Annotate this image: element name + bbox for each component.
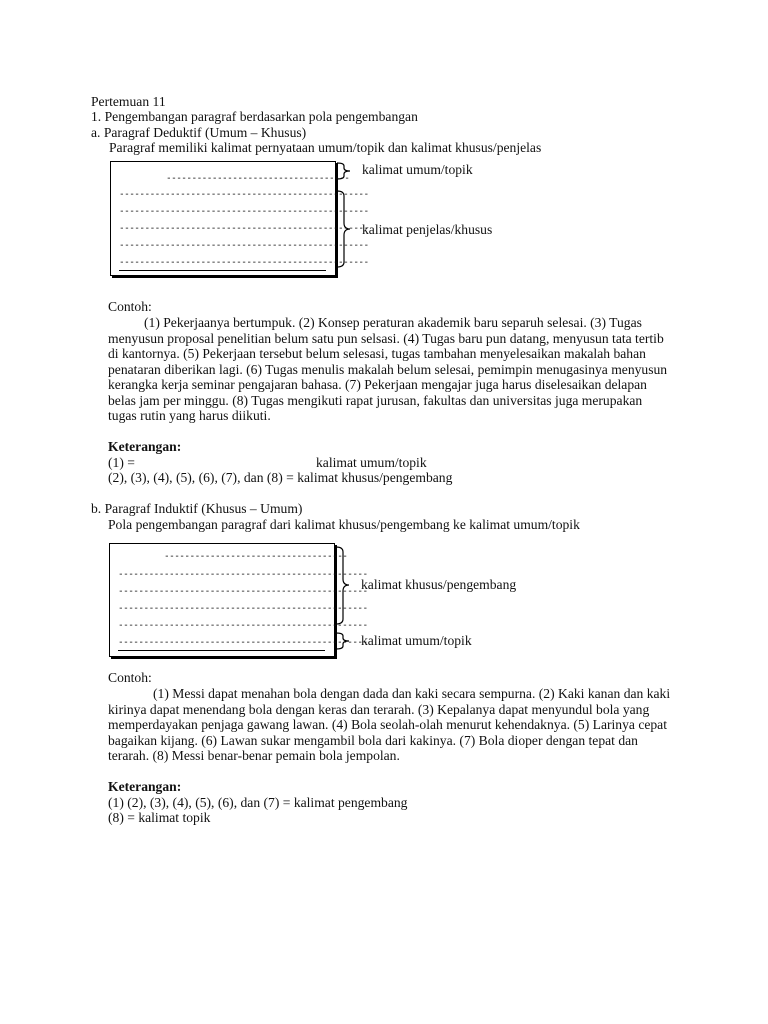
contoh-label: Contoh: [108, 670, 152, 685]
brace-bottom-label: kalimat umum/topik [361, 633, 472, 648]
section-b-description: Pola pengembangan paragraf dari kalimat khusus/pengembang ke kalimat umum/topik [108, 517, 580, 532]
example-paragraph: (1) Messi dapat menahan bola dengan dada dan kaki secara sempurna. (2) Kaki kanan dan kaki kirinya dapat menendang bola dengan keras dan terarah. (3) Kepalanya dapat menyundul bola yang memperdayakan penjaga gawang lawan. (4) Bola seolah-olah menurut kehendaknya. (5) Larinya cepat bagaikan kijang. (6) Lawan sukar mengambil bola dari kakinya. (7) Bola dioper dengan tepat dan terarah. (8) Messi benar-benar pemain bola jempolan. [108, 686, 671, 763]
keterangan-line: (1) = [108, 455, 135, 470]
diagram-underline [119, 270, 326, 271]
diagram-dash-line: ------------------------------------ [164, 551, 348, 562]
keterangan-label: Keterangan: [108, 439, 182, 454]
diagram-dash-line: ------------------------------------------------- [118, 637, 368, 648]
page-title: Pertemuan 11 [91, 94, 166, 109]
brace-top-icon [335, 546, 355, 628]
diagram-dash-line: ------------------------------------------------- [119, 189, 369, 200]
diagram-dash-line: ------------------------------------------------- [118, 569, 368, 580]
example-paragraph: (1) Pekerjaanya bertumpuk. (2) Konsep peraturan akademik baru separuh selesai. (3) Tugas menyusun proposal penelitian belum satu pun selsasi. (4) Tugas baru pun datang, menyusun tata tertib di kantornya. (5) Pekerjaan tersebut belum selesasi, tugas tambahan menyelesaikan makalah bahan penataran diberikan lagi. (6) Tugas menulis makalah belum selesai, pemimpin menugasinya menyusun kerangka kerja seminar pengajaran bahasa. (7) Pekerjaan mengajar juga harus diselesaikan delapan belas jam per minggu. (8) Tugas mengikuti rapat jurusan, fakultas dan universitas juga merupakan tugas rutin yang harus diikuti. [108, 315, 668, 423]
diagram-dash-line: ------------------------------------------------- [119, 206, 369, 217]
keterangan-line: (8) = kalimat topik [108, 810, 211, 825]
diagram-dash-line: ------------------------------------------------- [119, 223, 369, 234]
keterangan-line: kalimat umum/topik [316, 455, 427, 470]
section-a-description: Paragraf memiliki kalimat pernyataan umum/topik dan kalimat khusus/penjelas [109, 140, 542, 155]
keterangan-line: (2), (3), (4), (5), (6), (7), dan (8) = kalimat khusus/pengembang [108, 470, 453, 485]
contoh-label: Contoh: [108, 299, 152, 314]
section-a-heading: a. Paragraf Deduktif (Umum – Khusus) [91, 125, 307, 140]
diagram-dash-line: ------------------------------------------------- [118, 586, 368, 597]
diagram-dash-line: ------------------------------------------------- [118, 620, 368, 631]
section-b-heading: b. Paragraf Induktif (Khusus – Umum) [91, 501, 303, 516]
brace-bottom-icon [336, 190, 356, 270]
keterangan-label: Keterangan: [108, 779, 182, 794]
diagram-dash-line: ------------------------------------ [166, 173, 350, 184]
diagram-dash-line: ------------------------------------------------- [118, 603, 368, 614]
deduktif-diagram-box [110, 161, 369, 276]
brace-bottom-icon [335, 632, 355, 652]
diagram-underline [118, 650, 325, 651]
brace-top-label: kalimat umum/topik [362, 162, 473, 177]
brace-bottom-label: kalimat penjelas/khusus [362, 222, 493, 237]
diagram-dash-line: ------------------------------------------------- [119, 240, 369, 251]
diagram-dash-line: ------------------------------------------------- [119, 257, 369, 268]
induktif-diagram-box [109, 543, 368, 657]
main-heading: 1. Pengembangan paragraf berdasarkan pola pengembangan [91, 109, 418, 124]
keterangan-line: (1) (2), (3), (4), (5), (6), dan (7) = kalimat pengembang [108, 795, 408, 810]
brace-top-label: kalimat khusus/pengembang [361, 577, 517, 592]
